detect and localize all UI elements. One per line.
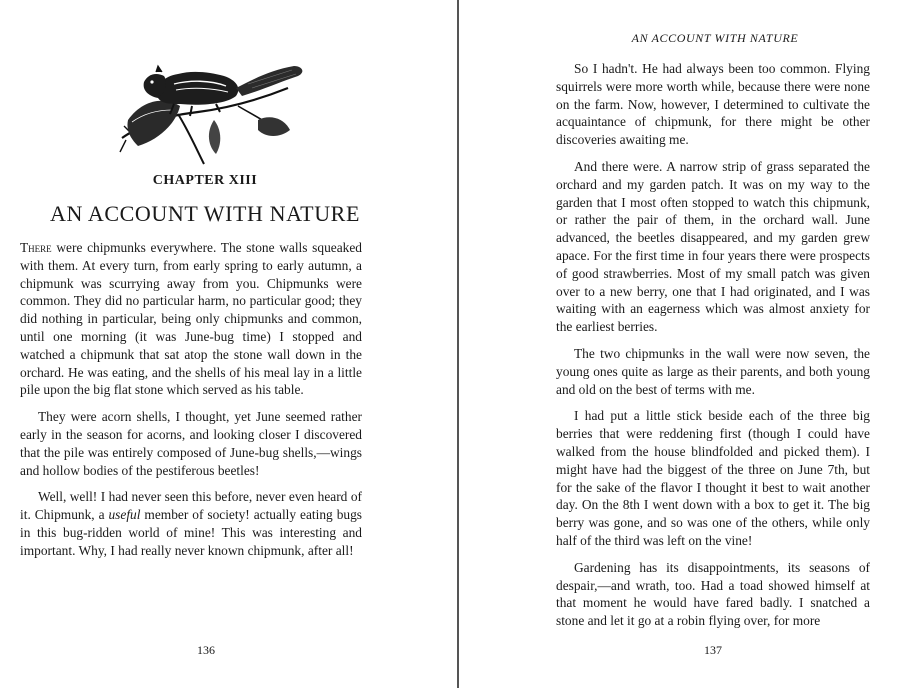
paragraph-text: member of society! actually eating bugs in this bug-ridden world of mine! This was interesting and important. Why, I had really never known chipmunk, after all! bbox=[20, 507, 362, 558]
page-number-left: 136 bbox=[197, 643, 215, 657]
paragraph bbox=[20, 488, 362, 559]
paragraph: The two chipmunks in the wall were now seven, the young ones quite as large as their parents, and both young and old on the best of terms with me. bbox=[556, 345, 870, 397]
left-body-text bbox=[20, 239, 362, 569]
paragraph-text: were chipmunks everywhere. The stone walls squeaked with them. At every turn, from early spring to early autumn, a chipmunk was scurrying away from you. Chipmunks were common. They did no particular harm, no particular good; they did nothing in particular, being only chipmunks and common, until one morning (it was June-bug time) I stopped and watched a chipmunk that sat atop the stone wall down in the orchard. He was eating, and the shells of his meal lay in a little pile upon the big flat stone which served as his table. bbox=[20, 240, 362, 398]
page-number-right: 137 bbox=[704, 643, 722, 657]
paragraph: Gardening has its disappointments, its seasons of despair,—and wrath, too. Had a toad showed himself at that moment he would have fared badly. I snatched a stone and let it go at a robin flying over, for more bbox=[556, 559, 870, 629]
paragraph: And there were. A narrow strip of grass separated the orchard and my garden patch. It was on my way to the garden that I most often stopped to watch this chipmunk, or rather the pair of them, in the orchard wall. June advanced, the beetles disappeared, and my garden grew apace. For the first time in four years there were prospects of good strawberries. Most of my small patch was given over to a new berry, one that I had originated, and I was waiting with an eagerness which was almost anxiety for the earliest berries. bbox=[556, 158, 870, 335]
italic-word: useful bbox=[108, 507, 141, 523]
paragraph-text: Well, well! I had never seen this before, never even heard of it. Chipmunk, a bbox=[20, 489, 362, 523]
right-body-text bbox=[556, 60, 870, 639]
chapter-title: AN ACCOUNT WITH NATURE bbox=[50, 201, 360, 226]
gutter-divider bbox=[457, 0, 459, 688]
chipmunk-illustration bbox=[118, 60, 308, 168]
paragraph bbox=[20, 239, 362, 399]
drop-word: There bbox=[20, 240, 52, 255]
running-head: AN ACCOUNT WITH NATURE bbox=[631, 31, 799, 45]
paragraph: They were acorn shells, I thought, yet June seemed rather early in the season for acorns, and looking closer I discovered that the pile was entirely composed of June-bug shells,—wings and hollow bodies of the pestiferous beetles! bbox=[20, 409, 362, 478]
paragraph: So I hadn't. He had always been too common. Flying squirrels were more worth while, because there were none on the farm. Now, however, I determined to cultivate the acquaintance of chipmunk, for there might be other discoveries awaiting me. bbox=[556, 61, 870, 148]
chapter-number: CHAPTER XIII bbox=[152, 173, 258, 188]
left-page bbox=[0, 0, 458, 688]
paragraph: I had put a little stick beside each of the three big berries that were reddening first (though I could have walked from the house blindfolded and picked them). I might have had the biggest of the three on June 7th, but for the sake of the flavor I thought it best to wait another day. On the 8th I went down with a box to get it. The big berry was gone, and so was one of the others, while only half of the third was left on the vine! bbox=[556, 408, 870, 548]
